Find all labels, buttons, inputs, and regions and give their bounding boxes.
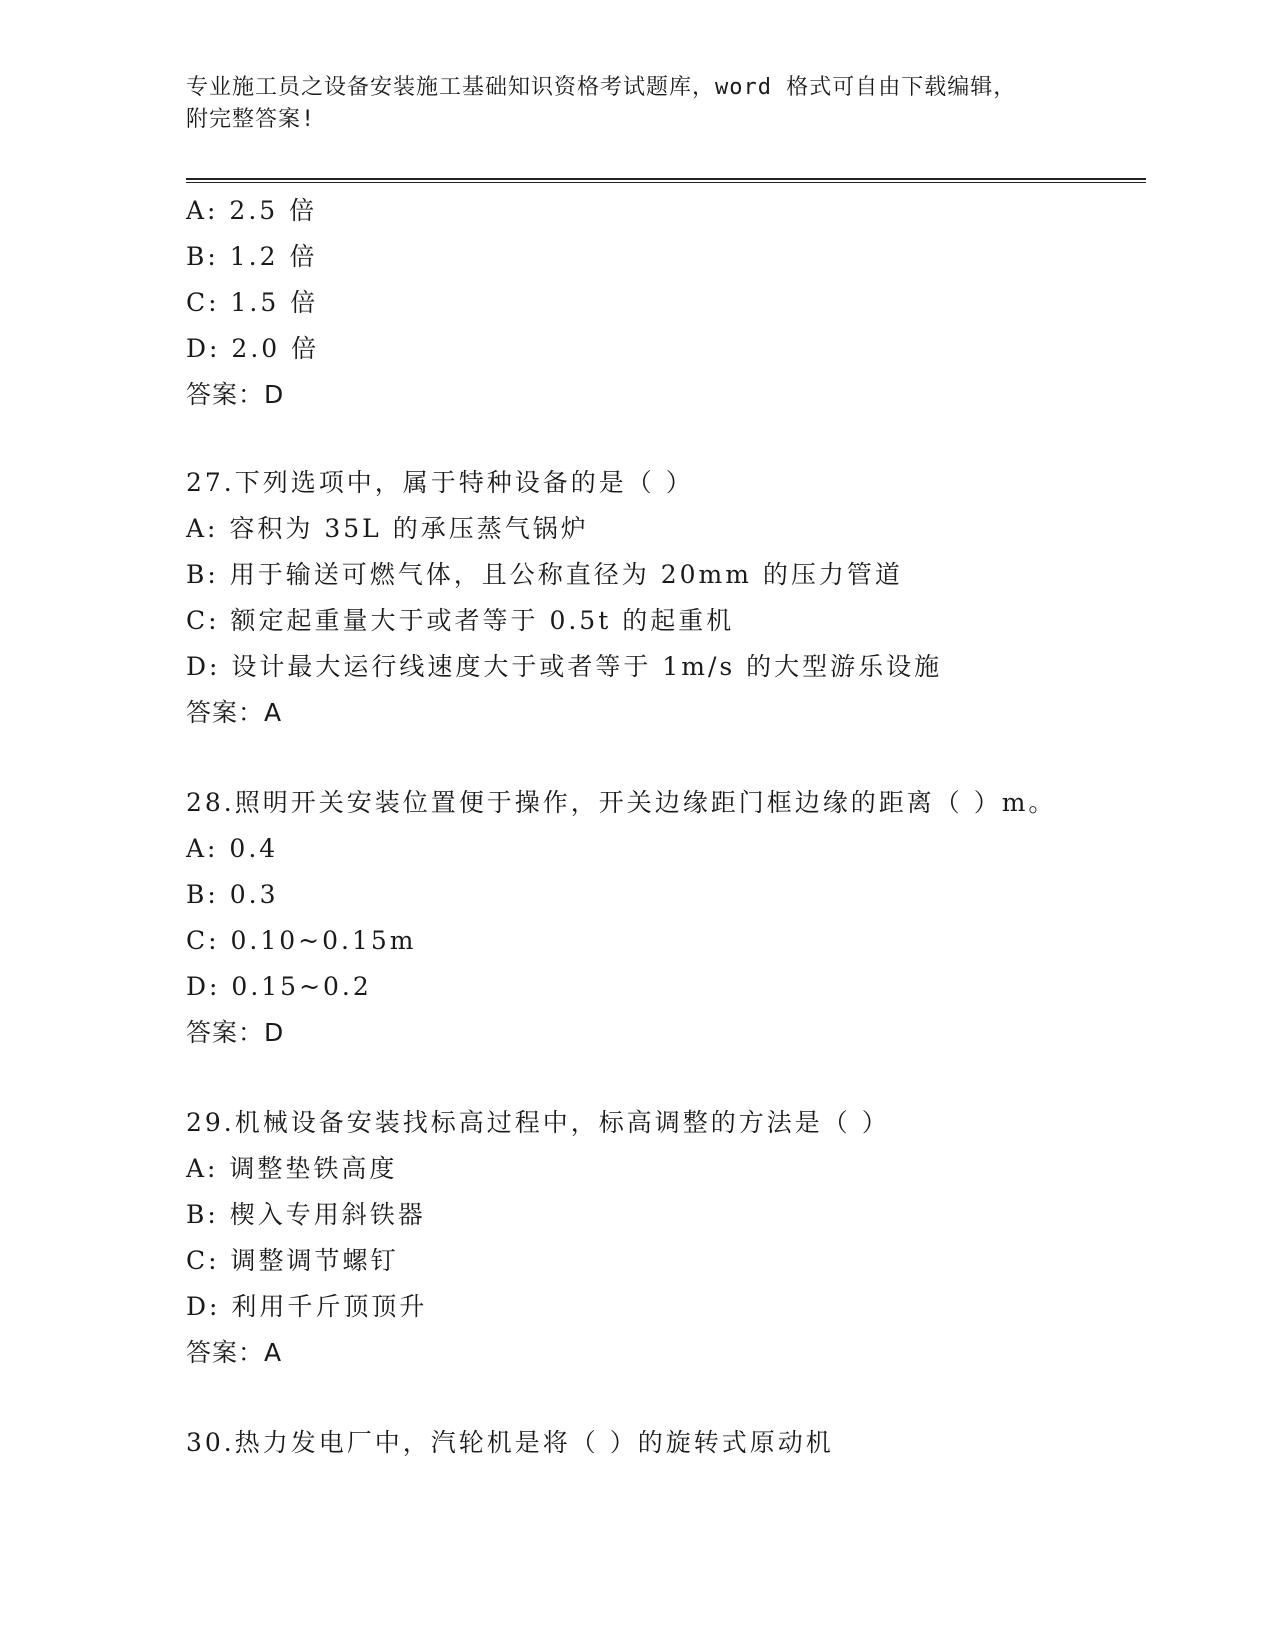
option-c: C: 0.10~0.15m [186, 926, 417, 955]
question-list [186, 188, 1146, 1466]
option-b: B: 用于输送可燃气体，且公称直径为 20mm 的压力管道 [186, 560, 903, 589]
option-a: A: 0.4 [186, 834, 279, 863]
answer: 答案：A [186, 1338, 283, 1367]
question-30 [186, 1420, 1146, 1466]
option-c: C: 额定起重量大于或者等于 0.5t 的起重机 [186, 606, 735, 635]
option-a: A: 容积为 35L 的承压蒸气锅炉 [186, 514, 589, 543]
option-a: A: 2.5 倍 [186, 196, 318, 225]
question-stem: 27.下列选项中，属于特种设备的是（ ） [186, 468, 694, 497]
option-b: B: 1.2 倍 [186, 242, 318, 271]
question-29 [186, 1100, 1146, 1376]
answer: 答案：D [186, 1018, 285, 1047]
question-stem: 28.照明开关安装位置便于操作，开关边缘距门框边缘的距离（ ）m。 [186, 788, 1057, 817]
option-b: B: 楔入专用斜铁器 [186, 1200, 426, 1229]
header-line-2: 附完整答案! [186, 107, 316, 132]
option-c: C: 调整调节螺钉 [186, 1246, 399, 1275]
document-header [186, 72, 1086, 136]
option-d: D: 设计最大运行线速度大于或者等于 1m/s 的大型游乐设施 [186, 652, 943, 681]
header-line-1: 专业施工员之设备安装施工基础知识资格考试题库，word 格式可自由下载编辑， [186, 75, 1017, 100]
option-a: A: 调整垫铁高度 [186, 1154, 398, 1183]
answer: 答案：A [186, 698, 283, 727]
option-c: C: 1.5 倍 [186, 288, 319, 317]
option-d: D: 利用千斤顶顶升 [186, 1292, 428, 1321]
question-27 [186, 460, 1146, 736]
question-stem: 30.热力发电厂中，汽轮机是将（ ）的旋转式原动机 [186, 1428, 834, 1457]
option-d: D: 2.0 倍 [186, 334, 320, 363]
option-b: B: 0.3 [186, 880, 279, 909]
header-divider [186, 178, 1146, 183]
answer: 答案：D [186, 380, 285, 409]
question-26 [186, 188, 1146, 418]
option-d: D: 0.15~0.2 [186, 972, 372, 1001]
question-stem: 29.机械设备安装找标高过程中，标高调整的方法是（ ） [186, 1108, 890, 1137]
question-28 [186, 780, 1146, 1056]
